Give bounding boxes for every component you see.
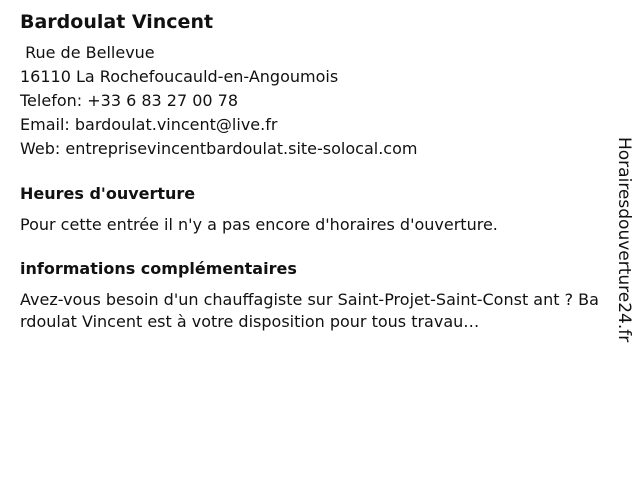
street-address: Rue de Bellevue xyxy=(20,43,155,62)
additional-info-text: Avez-vous besoin d'un chauffagiste sur Saint-Projet-Saint-Const ant ? Bardoulat Vincent est à votre disposition pour tous travau… xyxy=(20,290,599,331)
business-name: Bardoulat Vincent xyxy=(20,11,214,33)
city-address: 16110 La Rochefoucauld-en-Angoumois xyxy=(20,67,339,86)
business-entry xyxy=(20,10,600,333)
opening-hours-text: Pour cette entrée il n'y a pas encore d'horaires d'ouverture. xyxy=(20,215,498,234)
opening-hours-heading: Heures d'ouverture xyxy=(20,184,196,203)
site-brand-watermark xyxy=(600,137,640,347)
site-brand-label: Horairesdouverture24.fr xyxy=(614,137,634,343)
additional-info-heading: informations complémentaires xyxy=(20,259,297,278)
website-line[interactable]: Web: entreprisevincentbardoulat.site-solocal.com xyxy=(20,139,418,158)
phone-line[interactable]: Telefon: +33 6 83 27 00 78 xyxy=(20,91,239,110)
email-line[interactable]: Email: bardoulat.vincent@live.fr xyxy=(20,115,278,134)
